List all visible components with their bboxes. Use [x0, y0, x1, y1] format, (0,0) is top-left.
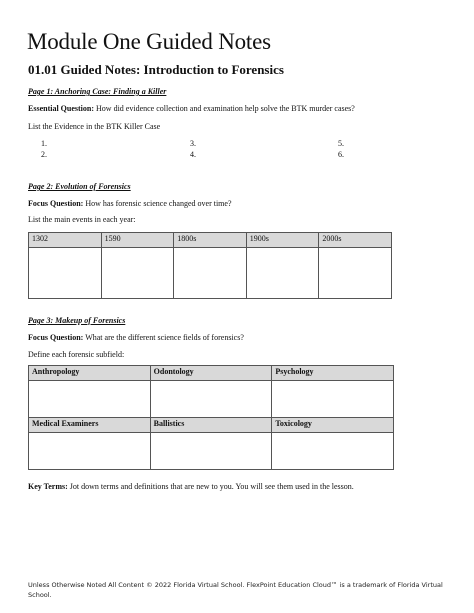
subfield-psychology: Psychology — [272, 366, 394, 381]
timeline-table — [28, 232, 392, 299]
evidence-number-5: 5. — [338, 139, 344, 148]
copyright-footer: Unless Otherwise Noted All Content © 2022 Florida Virtual School. FlexPoint Education Cloud™ is a trademark of Florida Virtual School. — [28, 581, 443, 599]
subfield-ballistics: Ballistics — [150, 418, 272, 433]
answer-cell[interactable] — [150, 381, 272, 418]
page3-question — [28, 333, 244, 343]
evidence-number-2: 2. — [41, 150, 47, 159]
year-cell-1900s: 1900s — [246, 233, 319, 248]
year-cell-1800s: 1800s — [174, 233, 247, 248]
subfield-answer-row-1 — [29, 381, 394, 418]
page1-instruction: List the Evidence in the BTK Killer Case — [28, 122, 161, 131]
evidence-number-6: 6. — [338, 150, 344, 159]
subfield-anthropology: Anthropology — [29, 366, 151, 381]
answer-cell[interactable] — [29, 248, 102, 299]
page1-question-label: Essential Question: — [28, 104, 95, 113]
subfield-odontology: Odontology — [150, 366, 272, 381]
answer-cell[interactable] — [29, 433, 151, 470]
timeline-header-row — [29, 233, 392, 248]
answer-cell[interactable] — [246, 248, 319, 299]
key-terms — [28, 482, 354, 492]
page3-question-text: What are the different science fields of forensics? — [83, 333, 244, 342]
page1-heading: Page 1: Anchoring Case: Finding a Killer — [28, 87, 167, 96]
answer-cell[interactable] — [150, 433, 272, 470]
subfield-header-row-2 — [29, 418, 394, 433]
subfield-header-row-1 — [29, 366, 394, 381]
page3-heading: Page 3: Makeup of Forensics — [28, 316, 126, 325]
key-terms-label: Key Terms: — [28, 482, 68, 491]
answer-cell[interactable] — [272, 381, 394, 418]
evidence-number-4: 4. — [190, 150, 196, 159]
year-cell-2000s: 2000s — [319, 233, 392, 248]
evidence-number-1: 1. — [41, 139, 47, 148]
document-subtitle: 01.01 Guided Notes: Introduction to Forensics — [28, 62, 284, 77]
page1-question-text: How did evidence collection and examination help solve the BTK murder cases? — [94, 104, 355, 113]
page2-instruction: List the main events in each year: — [28, 215, 136, 224]
answer-cell[interactable] — [174, 248, 247, 299]
year-cell-1302: 1302 — [29, 233, 102, 248]
subfield-answer-row-2 — [29, 433, 394, 470]
page2-question-label: Focus Question: — [28, 199, 84, 208]
subfield-medical-examiners: Medical Examiners — [29, 418, 151, 433]
page3-instruction: Define each forensic subfield: — [28, 350, 125, 359]
page2-heading: Page 2: Evolution of Forensics — [28, 182, 131, 191]
document-title: Module One Guided Notes — [27, 29, 271, 54]
page2-question — [28, 199, 232, 209]
key-terms-text: Jot down terms and definitions that are new to you. You will see them used in the lesson. — [67, 482, 354, 491]
year-cell-1590: 1590 — [101, 233, 174, 248]
page2-question-text: How has forensic science changed over time? — [83, 199, 232, 208]
subfield-toxicology: Toxicology — [272, 418, 394, 433]
answer-cell[interactable] — [29, 381, 151, 418]
subfield-table — [28, 365, 394, 470]
page1-question — [28, 104, 355, 114]
answer-cell[interactable] — [101, 248, 174, 299]
page3-question-label: Focus Question: — [28, 333, 84, 342]
timeline-answer-row — [29, 248, 392, 299]
evidence-number-3: 3. — [190, 139, 196, 148]
answer-cell[interactable] — [319, 248, 392, 299]
answer-cell[interactable] — [272, 433, 394, 470]
